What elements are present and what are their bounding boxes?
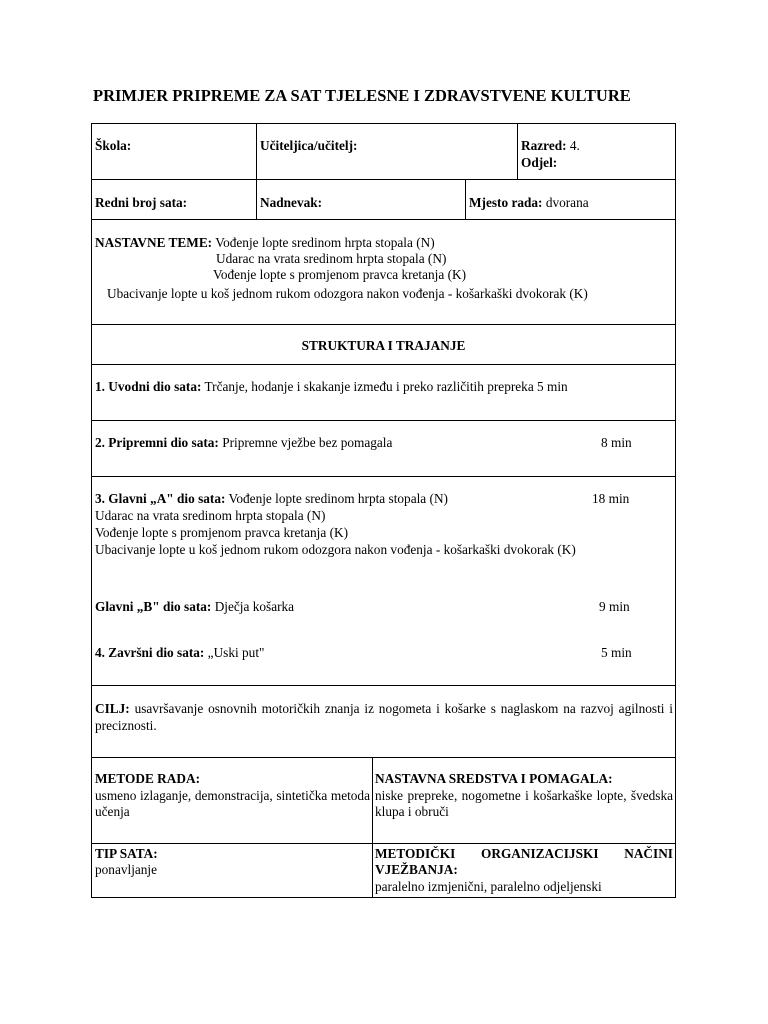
nastavne-teme-line-1 [95, 235, 435, 251]
uvodni-label: 1. Uvodni dio sata: [95, 379, 202, 394]
cilj-label: CILJ: [95, 701, 130, 716]
glavni-b-dio [95, 599, 294, 615]
sredstva-label: NASTAVNA SREDSTVA I POMAGALA: [375, 771, 613, 786]
mjesto-rada-label: Mjesto rada: [469, 195, 543, 210]
pripremni-duration: 8 min [601, 435, 632, 450]
glavni-b-text: Dječja košarka [214, 599, 295, 614]
tema-item: Udarac na vrata sredinom hrpta stopala (N) [216, 251, 447, 266]
zavrsni-text: „Uski put" [207, 645, 265, 660]
pripremni-text: Pripremne vježbe bez pomagala [222, 435, 393, 450]
glavni-a-line: Udarac na vrata sredinom hrpta stopala (N) [95, 508, 326, 523]
sredstva-text: niske prepreke, nogometne i košarkaške lopte, švedska klupa i obruči [375, 788, 673, 819]
pripremni-label: 2. Pripremni dio sata: [95, 435, 219, 450]
razred-label: Razred: [521, 138, 567, 153]
razred-field [521, 138, 580, 154]
nastavne-teme-label: NASTAVNE TEME: [95, 235, 213, 250]
tip-sata-label: TIP SATA: [95, 846, 158, 861]
glavni-a-first: Vođenje lopte sredinom hrpta stopala (N) [228, 491, 448, 506]
struktura-heading: STRUKTURA I TRAJANJE [301, 338, 466, 353]
zavrsni-duration: 5 min [601, 645, 632, 660]
tema-item: Vođenje lopte s promjenom pravca kretanja (K) [213, 267, 467, 282]
razred-value: 4. [569, 138, 580, 153]
metode-label: METODE RADA: [95, 771, 201, 786]
cilj-block [95, 700, 673, 734]
pripremni-dio [95, 435, 392, 451]
uvodni-text: Trčanje, hodanje i skakanje između i preko različitih prepreka 5 min [204, 379, 568, 394]
tema-item: Ubacivanje lopte u koš jednom rukom odozgora nakon vođenja - košarkaški dvokorak (K) [107, 286, 588, 301]
glavni-a-duration: 18 min [592, 491, 630, 506]
glavni-a-line: Vođenje lopte s promjenom pravca kretanja (K) [95, 525, 349, 540]
organizacijski-text: paralelno izmjenični, paralelno odjeljenski [375, 879, 602, 894]
redni-broj-label: Redni broj sata: [95, 195, 188, 210]
tema-item: Vođenje lopte sredinom hrpta stopala (N) [215, 235, 435, 250]
glavni-b-label: Glavni „B" dio sata: [95, 599, 212, 614]
glavni-b-duration: 9 min [599, 599, 630, 614]
mjesto-rada-field [469, 195, 589, 211]
document-title: PRIMJER PRIPREME ZA SAT TJELESNE I ZDRAVSTVENE KULTURE [93, 86, 631, 105]
odjel-label: Odjel: [521, 155, 558, 170]
skola-label: Škola: [95, 138, 132, 153]
metode-text: usmeno izlaganje, demonstracija, sintetička metoda učenja [95, 788, 370, 819]
glavni-a-dio [95, 491, 448, 507]
cilj-text: usavršavanje osnovnih motoričkih znanja iz nogometa i košarke s naglaskom na razvoj agilnosti i preciznosti. [95, 701, 673, 733]
zavrsni-label: 4. Završni dio sata: [95, 645, 205, 660]
organizacijski-label: METODIČKI ORGANIZACIJSKI NAČINI VJEŽBANJA: [375, 846, 673, 877]
mjesto-rada-value: dvorana [545, 195, 589, 210]
ucitelj-label: Učiteljica/učitelj: [260, 138, 358, 153]
nadnevak-label: Nadnevak: [260, 195, 323, 210]
tip-sata-text: ponavljanje [95, 862, 158, 877]
glavni-a-label: 3. Glavni „A" dio sata: [95, 491, 226, 506]
zavrsni-dio [95, 645, 264, 661]
glavni-a-line: Ubacivanje lopte u koš jednom rukom odozgora nakon vođenja - košarkaški dvokorak (K) [95, 542, 576, 557]
uvodni-dio [95, 379, 568, 395]
